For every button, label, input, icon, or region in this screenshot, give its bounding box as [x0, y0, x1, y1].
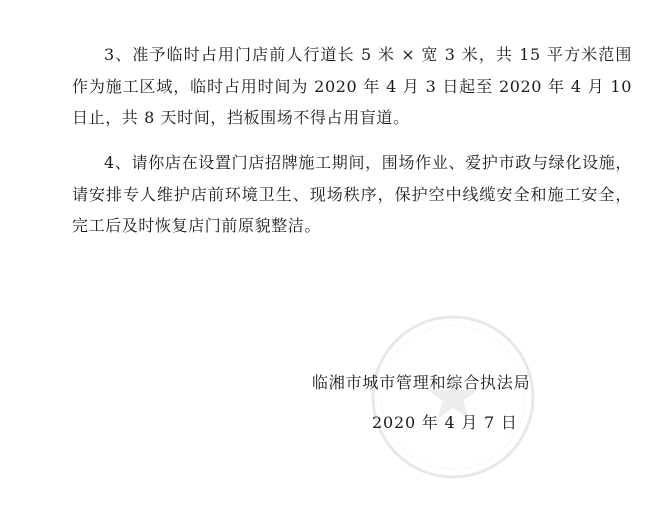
- paragraph-4: [72, 147, 632, 242]
- official-seal-stamp: [368, 312, 538, 482]
- paragraph-3-text: 3、准予临时占用门店前人行道长 5 米 × 宽 3 米，共 15 平方米范围作为施工区域，临时占用时间为 2020 年 4 月 3 日起至 2020 年 4 月 10 日止，共 8 天时间，挡板围场不得占用盲道。: [72, 45, 632, 127]
- paragraph-3: [72, 39, 632, 134]
- paragraph-4-text: 4、请你店在设置门店招牌施工期间，围场作业、爱护市政与绿化设施，请安排专人维护店前环境卫生、现场秩序，保护空中线缆安全和施工安全，完工后及时恢复店门前原貌整洁。: [72, 153, 632, 235]
- issuer-name: 临湘市城市管理和综合执法局: [312, 373, 531, 392]
- issue-date: 2020 年 4 月 7 日: [372, 413, 518, 432]
